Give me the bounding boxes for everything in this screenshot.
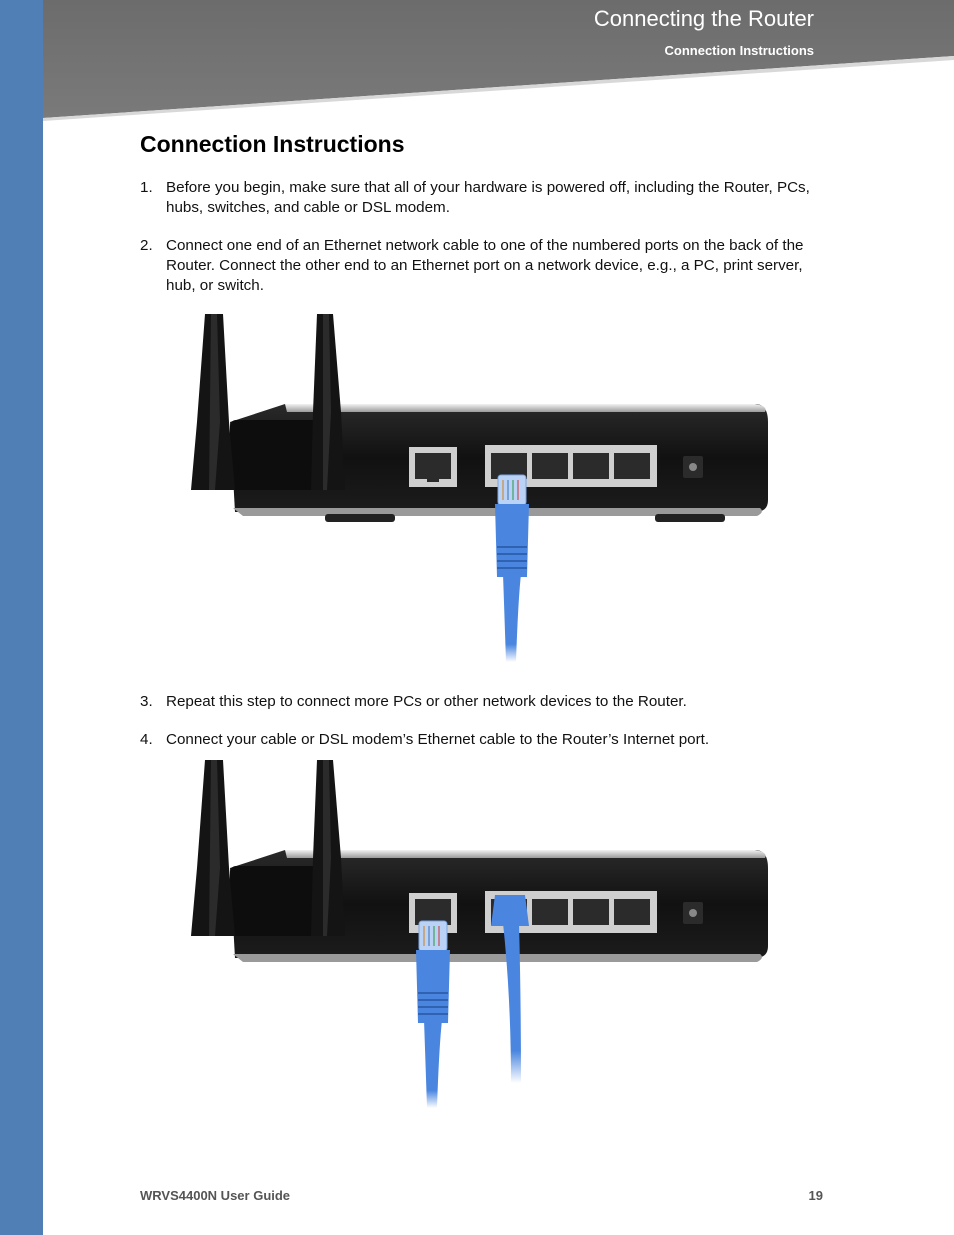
header-title: Connecting the Router <box>593 6 814 31</box>
router-lan-cable-illustration <box>185 312 775 672</box>
step-text: Connect one end of an Ethernet network cable to one of the numbered ports on the back of the Router. Connect the other end to an Ethernet port on a network device, e.g., a PC, print server, hub, or switch. <box>166 237 804 294</box>
step-text: Connect your cable or DSL modem’s Ethernet cable to the Router’s Internet port. <box>166 731 710 748</box>
section-title: Connection Instructions <box>140 131 405 157</box>
header-subtitle: Connection Instructions <box>664 43 814 58</box>
page-sidebar-strip <box>0 0 43 1235</box>
step-text: Repeat this step to connect more PCs or other network devices to the Router. <box>166 693 687 710</box>
header-band <box>43 0 954 125</box>
step-number: 4. <box>140 731 153 748</box>
step-number: 2. <box>140 237 153 254</box>
step-text: Before you begin, make sure that all of your hardware is powered off, including the Router, PCs, hubs, switches, and cable or DSL modem. <box>166 179 810 216</box>
step-number: 3. <box>140 693 153 710</box>
footer-guide-name: WRVS4400N User Guide <box>140 1188 291 1203</box>
footer-page-number: 19 <box>808 1188 823 1203</box>
step-number: 1. <box>140 179 153 196</box>
router-internet-cable-illustration <box>185 758 775 1118</box>
